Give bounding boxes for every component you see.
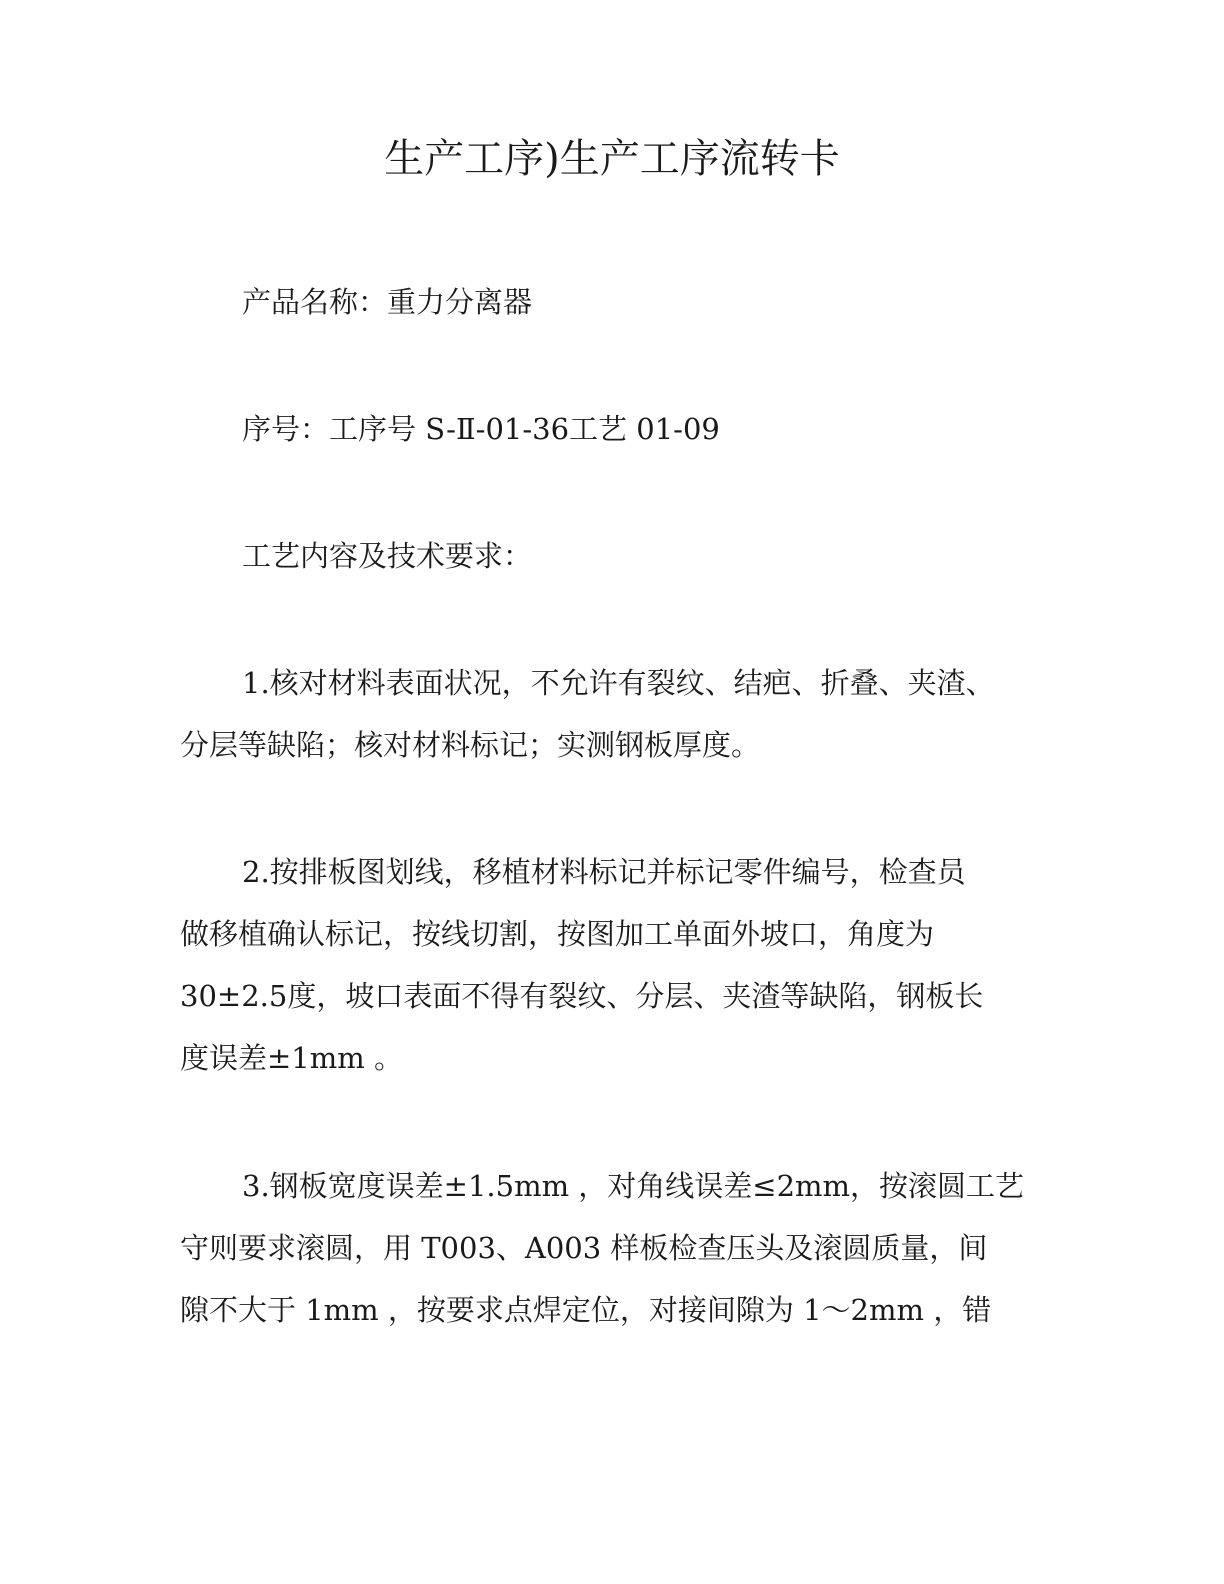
paragraph-line: 守则要求滚圆，用 T003、A003 样板检查压头及滚圆质量，间 (180, 1231, 988, 1265)
paragraph-line: 30±2.5度，坡口表面不得有裂纹、分层、夹渣等缺陷，钢板长 (180, 979, 984, 1013)
requirement-paragraph-1 (180, 663, 1060, 787)
serial-number-field: 序号：工序号 S-Ⅱ-01-36工艺 01-09 (242, 412, 720, 446)
section-heading: 工艺内容及技术要求： (242, 539, 533, 573)
paragraph-line: 1.核对材料表面状况，不允许有裂纹、结疤、折叠、夹渣、 (242, 666, 995, 700)
paragraph-line: 2.按排板图划线，移植材料标记并标记零件编号，检查员 (242, 855, 966, 889)
paragraph-line: 做移植确认标记，按线切割，按图加工单面外坡口，角度为 (180, 917, 935, 951)
paragraph-line: 分层等缺陷；核对材料标记；实测钢板厚度。 (180, 728, 761, 762)
paragraph-line: 3.钢板宽度误差±1.5mm ，对角线误差≤2mm，按滚圆工艺 (242, 1169, 1025, 1203)
requirement-paragraph-2 (180, 852, 1060, 1100)
requirement-paragraph-3 (180, 1166, 1060, 1352)
paragraph-line: 度误差±1mm 。 (180, 1041, 403, 1075)
paragraph-line: 隙不大于 1mm ，按要求点焊定位，对接间隙为 1～2mm ，错 (180, 1293, 992, 1327)
product-name-field: 产品名称：重力分离器 (242, 285, 533, 319)
document-title: 生产工序)生产工序流转卡 (384, 136, 840, 182)
